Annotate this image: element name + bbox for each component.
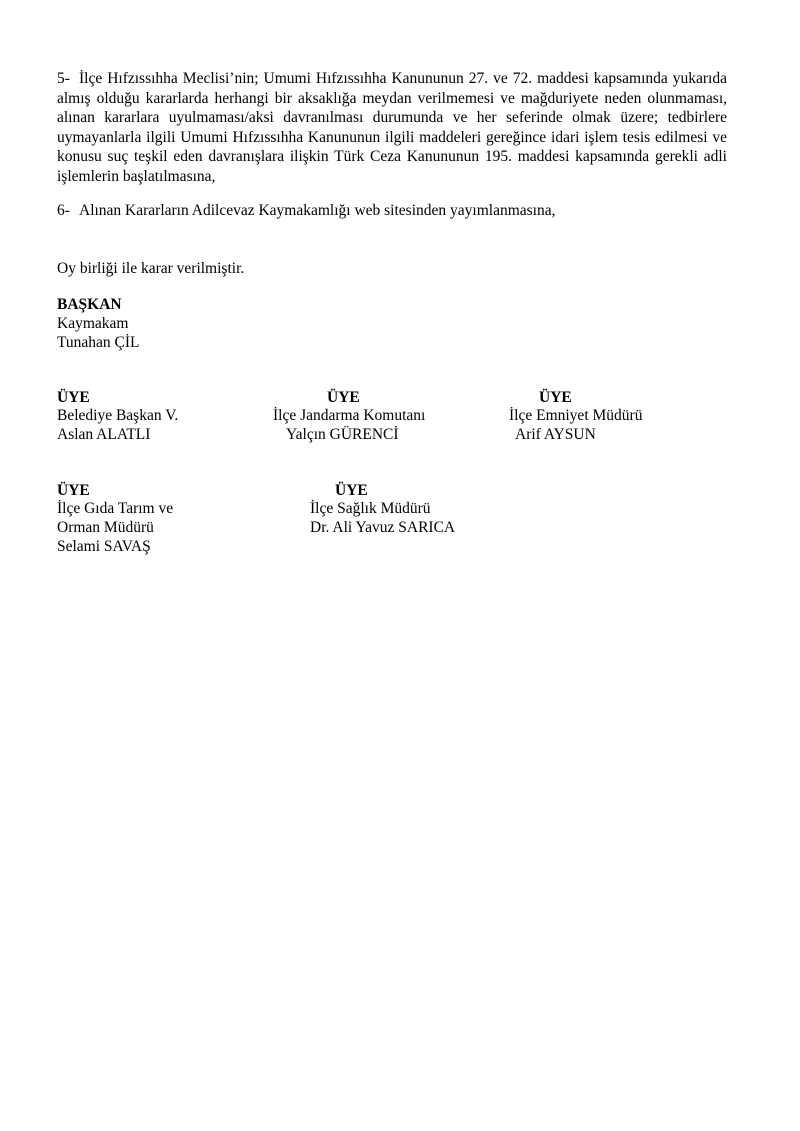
member-4-title: İlçe Gıda Tarım ve <box>57 500 174 517</box>
member-3-title: İlçe Emniyet Müdürü <box>509 407 643 424</box>
member-5-title: İlçe Sağlık Müdürü <box>310 500 431 517</box>
chair-name: Tunahan ÇİL <box>57 334 140 351</box>
member-1-name: Aslan ALATLI <box>57 426 151 443</box>
decision-item-6 <box>57 201 727 221</box>
item-number: 5- <box>57 70 70 87</box>
member-4-role: ÜYE <box>57 482 90 499</box>
chair-role: BAŞKAN <box>57 296 122 313</box>
member-2-title: İlçe Jandarma Komutanı <box>273 407 426 424</box>
decision-item-5 <box>57 69 727 186</box>
member-2-role: ÜYE <box>327 389 360 406</box>
item-text: İlçe Hıfzıssıhha Meclisi’nin; Umumi Hıfzıssıhha Kanununun 27. ve 72. maddesi kapsamında yukarıda almış olduğu kararlarda herhangi bir aksaklığa meydan verilmemesi ve mağduriyete neden olunmaması, alınan kararlara uyulmaması/aksi davranılması durumunda ve her seferinde olmak üzere; tedbirlere uymayanlarla ilgili Umumi Hıfzıssıhha Kanununun ilgili maddeleri gereğince idari işlem tesis edilmesi ve konusu suç teşkil eden davranışlara ilişkin Türk Ceza Kanununun 195. maddesi kapsamında gerekli adli işlemlerin başlatılmasına, <box>57 70 727 185</box>
item-number: 6- <box>57 202 70 219</box>
member-5-role: ÜYE <box>335 482 368 499</box>
item-text: Alınan Kararların Adilcevaz Kaymakamlığı web sitesinden yayımlanmasına, <box>79 202 556 219</box>
member-1-role: ÜYE <box>57 389 90 406</box>
member-3-name: Arif AYSUN <box>515 426 596 443</box>
member-2-name: Yalçın GÜRENCİ <box>286 426 399 443</box>
verdict-text: Oy birliği ile karar verilmiştir. <box>57 260 245 277</box>
chair-title: Kaymakam <box>57 315 129 332</box>
member-4-name: Selami SAVAŞ <box>57 538 151 555</box>
member-5-name: Dr. Ali Yavuz SARICA <box>310 519 456 536</box>
member-3-role: ÜYE <box>539 389 572 406</box>
member-1-title: Belediye Başkan V. <box>57 407 179 424</box>
member-4-title-2: Orman Müdürü <box>57 519 154 536</box>
